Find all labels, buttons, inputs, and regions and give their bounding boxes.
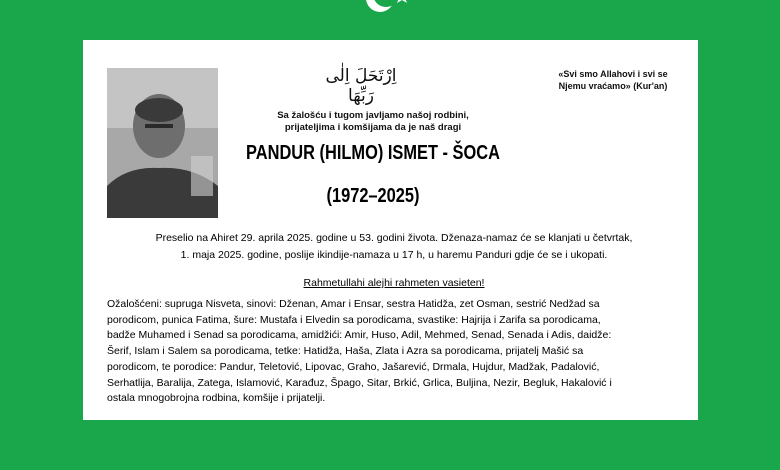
announcement-line-2: 1. maja 2025. godine, poslije ikindije-namaza u 17 h, u haremu Panduri gdje će se i ukopati. — [180, 249, 608, 261]
mourners-line-7: ostala mnogobrojna rodbina, komšije i prijatelji. — [107, 392, 326, 405]
mourners-line-5: porodicom, te porodice: Pandur, Teletović, Lipovac, Graho, Jašarević, Drmala, Hujdur, Madžak, Padalović, — [107, 360, 600, 373]
mourners-line-2: porodicom, punica Fatima, šure: Mustafa i Elvedin sa porodicama, svastike: Hajrija i Zarifa sa porodicama, — [107, 313, 601, 326]
quote-line-2: Njemu vraćamo» (Kur'an) — [558, 81, 668, 91]
announcement-text — [107, 230, 681, 264]
rahmet-prayer: Rahmetullahi alejhi rahmeten vasieten! — [303, 277, 485, 289]
mourners-list — [107, 297, 681, 407]
deceased-photo — [107, 68, 218, 218]
quran-quote — [533, 68, 693, 92]
mourners-line-1: Ožalošćeni: supruga Nisveta, sinovi: Dženan, Amar i Ensar, sestra Hatidža, zet Osman, sestrić Nedžad sa — [107, 298, 600, 310]
arabic-calligraphy: اِرْتَحَلَ اِلٰى رَبِّهَا — [325, 66, 397, 106]
announcement-line-1: Preselio na Ahiret 29. aprila 2025. godine u 53. godini života. Dženaza-namaz će se klanjati u četvrtak, — [155, 232, 633, 244]
deceased-name: PANDUR (HILMO) ISMET - ŠOCA — [246, 142, 500, 164]
obituary-card — [83, 40, 698, 420]
deceased-years: (1972–2025) — [326, 185, 420, 207]
intro-text — [248, 110, 498, 134]
mourners-line-6: Serhatlija, Baralija, Zatega, Islamović, Karađuz, Špago, Sitar, Brkić, Grlica, Buljina, Nezir, Begluk, Hakalović i — [107, 376, 612, 389]
mourners-line-3: badže Muhamed i Senad sa porodicama, amidžići: Amir, Huso, Adil, Mehmed, Senad, Senada i Adis, daidže: — [107, 329, 612, 342]
quote-line-1: «Svi smo Allahovi i svi se — [558, 69, 668, 79]
intro-line-2: prijateljima i komšijama da je naš dragi — [284, 122, 462, 133]
intro-line-1: Sa žalošću i tugom javljamo našoj rodbini, — [277, 110, 469, 121]
mourners-line-4: Šerif, Islam i Salem sa porodicama, tetke: Hatidža, Haša, Zlata i Azra sa porodicama, prijatelj Mašić sa — [107, 345, 584, 358]
crescent-star-icon — [340, 0, 440, 24]
